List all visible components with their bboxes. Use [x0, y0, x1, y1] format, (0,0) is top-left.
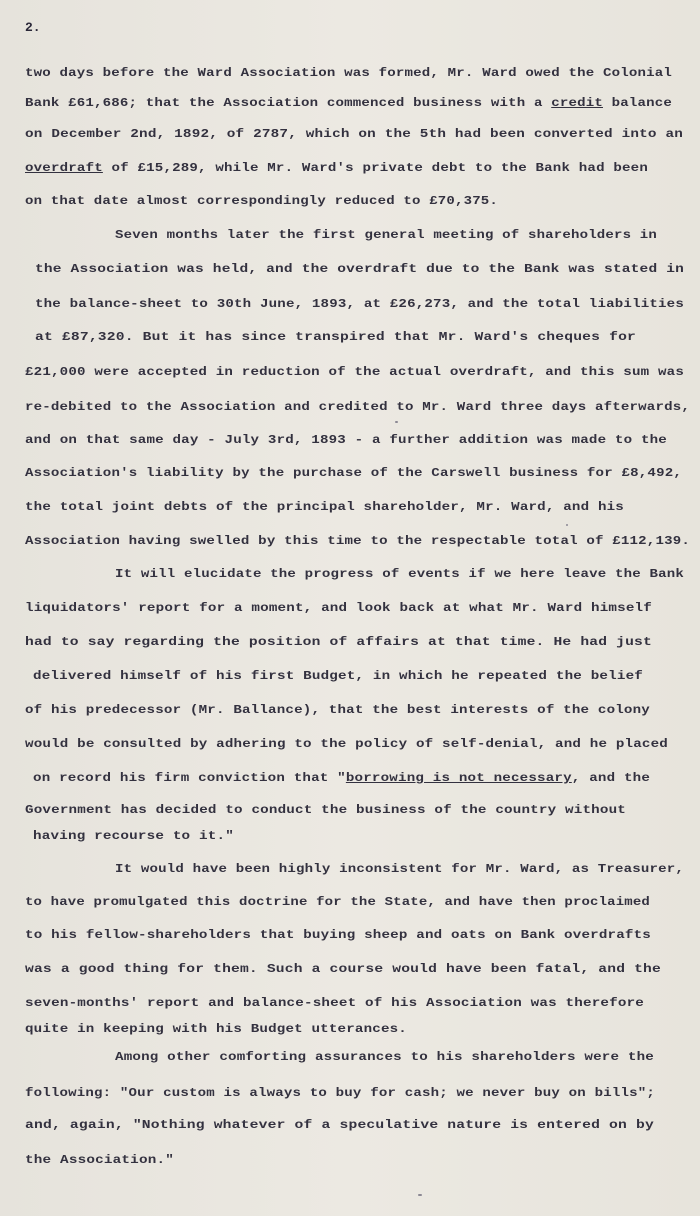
underlined-text: credit — [551, 97, 603, 110]
text-segment: the balance-sheet to 30th June, 1893, at £26,273, and the total liabilities — [35, 298, 685, 311]
text-segment: at £87,320. But it has since transpired that Mr. Ward's cheques for — [35, 331, 637, 344]
text-line — [25, 1023, 407, 1036]
text-line — [25, 97, 672, 110]
text-line — [33, 772, 650, 785]
text-line — [25, 535, 690, 548]
text-line — [25, 67, 672, 80]
text-line — [25, 366, 684, 379]
text-line — [115, 863, 684, 876]
text-segment: following: "Our custom is always to buy for cash; we never buy on bills"; — [25, 1087, 655, 1100]
text-line — [25, 1087, 655, 1100]
text-segment: re-debited to the Association and credited to Mr. Ward three days afterwards, — [25, 401, 691, 414]
text-segment: the total joint debts of the principal shareholder, Mr. Ward, and his — [25, 501, 625, 514]
text-segment: Association's liability by the purchase of the Carswell business for £8,492, — [25, 467, 683, 480]
text-segment: quite in keeping with his Budget utterances. — [25, 1023, 408, 1036]
text-line — [33, 670, 643, 683]
text-segment: the Association." — [25, 1154, 175, 1167]
text-line — [25, 467, 682, 480]
text-line — [115, 1051, 654, 1064]
text-segment: on December 2nd, 1892, of 2787, which on the 5th had been converted into an — [25, 128, 684, 141]
text-segment: on that date almost correspondingly reduced to £70,375. — [25, 195, 498, 208]
text-segment: Seven months later the first general meeting of shareholders in — [115, 229, 658, 242]
text-line — [25, 501, 624, 514]
page-number: 2. — [25, 20, 41, 35]
text-line — [25, 602, 652, 615]
underlined-text: overdraft — [25, 162, 103, 175]
text-segment: the Association was held, and the overdraft due to the Bank was stated in — [35, 263, 685, 276]
text-segment: seven-months' report and balance-sheet of his Association was therefore — [25, 997, 645, 1010]
text-line — [33, 830, 234, 843]
text-line — [25, 128, 683, 141]
text-segment: of £15,289, while Mr. Ward's private debt to the Bank had been — [102, 162, 648, 175]
text-segment: delivered himself of his first Budget, in which he repeated the belief — [33, 670, 644, 683]
text-segment: having recourse to it." — [33, 830, 235, 843]
text-line — [25, 434, 667, 447]
text-segment: Association having swelled by this time to the respectable total of £112,139. — [25, 535, 691, 548]
text-line — [25, 1154, 174, 1167]
text-segment: , and the — [571, 772, 651, 785]
text-segment: Among other comforting assurances to his shareholders were the — [115, 1051, 654, 1064]
text-segment: liquidators' report for a moment, and look back at what Mr. Ward himself — [25, 602, 652, 615]
text-line — [25, 896, 650, 909]
text-line — [115, 568, 684, 581]
text-line — [25, 963, 661, 976]
text-segment: on record his firm conviction that " — [33, 772, 346, 785]
text-line — [25, 738, 668, 751]
text-line — [35, 331, 636, 344]
text-segment: Bank £61,686; that the Association commenced business with a — [25, 97, 552, 110]
ink-speck — [395, 421, 398, 423]
text-segment: had to say regarding the position of affairs at that time. He had just — [25, 636, 652, 649]
underlined-text: borrowing is not necessary — [345, 772, 572, 785]
ink-speck — [566, 524, 568, 526]
text-segment: two days before the Ward Association was formed, Mr. Ward owed the Colonial — [25, 67, 672, 80]
text-segment: would be consulted by adhering to the policy of self-denial, and he placed — [25, 738, 668, 751]
text-segment: of his predecessor (Mr. Ballance), that the best interests of the colony — [25, 704, 650, 717]
text-line — [25, 804, 626, 817]
text-line — [25, 929, 651, 942]
text-segment: It will elucidate the progress of events if we here leave the Bank — [115, 568, 685, 581]
text-line — [25, 162, 648, 175]
text-segment: £21,000 were accepted in reduction of the actual overdraft, and this sum was — [25, 366, 685, 379]
text-line — [35, 298, 684, 311]
ink-speck — [418, 1194, 422, 1196]
text-line — [25, 195, 498, 208]
text-line — [25, 401, 690, 414]
text-segment: Government has decided to conduct the business of the country without — [25, 804, 627, 817]
text-segment: was a good thing for them. Such a course would have been fatal, and the — [25, 963, 661, 976]
text-line — [25, 1119, 654, 1132]
text-line — [25, 997, 644, 1010]
text-segment: and on that same day - July 3rd, 1893 - a further addition was made to the — [25, 434, 667, 447]
text-line — [115, 229, 657, 242]
text-segment: It would have been highly inconsistent for Mr. Ward, as Treasurer, — [115, 863, 685, 876]
text-segment: and, again, "Nothing whatever of a speculative nature is entered on by — [25, 1119, 654, 1132]
text-segment: to have promulgated this doctrine for the State, and have then proclaimed — [25, 896, 650, 909]
text-segment: to his fellow-shareholders that buying sheep and oats on Bank overdrafts — [25, 929, 652, 942]
text-line — [25, 704, 650, 717]
text-line — [35, 263, 684, 276]
text-line — [25, 636, 652, 649]
text-segment: balance — [602, 97, 672, 110]
